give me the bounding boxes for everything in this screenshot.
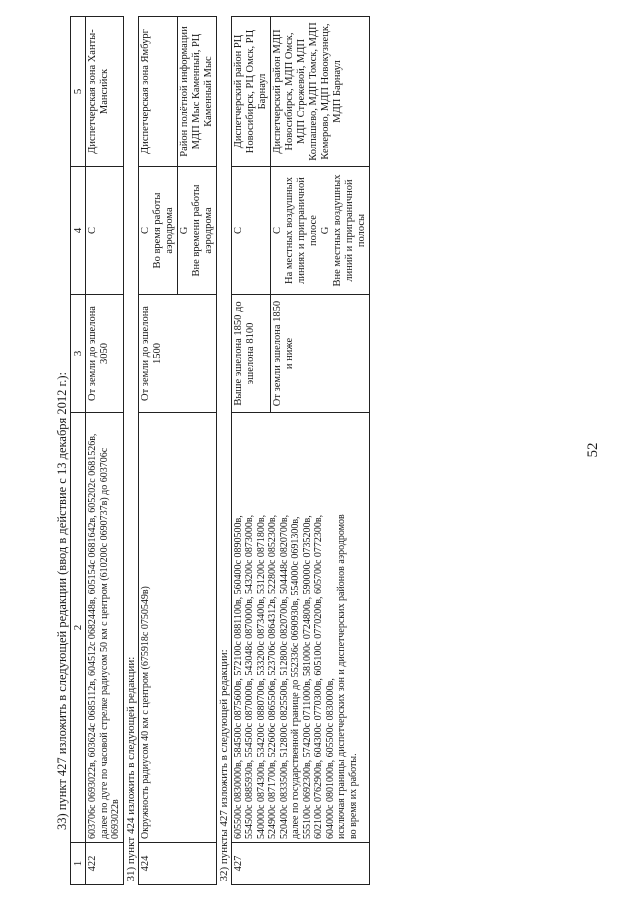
body-cell: Диспетчерский район РЦ Новосибирск, РЦ Омск, РЦ Барнаул bbox=[231, 17, 270, 167]
table-row-424 bbox=[138, 17, 177, 885]
coordinates-cell bbox=[231, 413, 369, 843]
class-note: Вне времени работы аэродрома bbox=[190, 184, 214, 277]
class-letter: G bbox=[178, 226, 190, 235]
row-number: 427 bbox=[231, 843, 369, 885]
page-number: 52 bbox=[585, 442, 601, 458]
coordinates-cell: Окружность радиусом 40 км с центром (675918с 0750549в) bbox=[138, 413, 216, 843]
class-note: Во время работы аэродрома bbox=[151, 192, 175, 269]
column-number: 2 bbox=[71, 413, 86, 843]
heights-cell: От земли эшелона 1850 и ниже bbox=[270, 295, 369, 413]
class-cell bbox=[138, 167, 177, 295]
coordinate-line: 602100с 0762900в, 604300с 0770300в, 605100с 0770200в, 605700с 0772300в, bbox=[313, 514, 324, 839]
column-number: 3 bbox=[71, 295, 86, 413]
class-cell bbox=[270, 167, 369, 295]
column-number: 5 bbox=[71, 17, 86, 167]
coordinate-line: 605500с 0830000в, 584500с 0875600в, 572100с 0881100в, 560400с 0890500в, bbox=[232, 515, 244, 839]
column-number-row bbox=[71, 17, 86, 885]
row-number: 424 bbox=[138, 843, 216, 885]
coordinate-line: 520400с 0833500в, 512800с 0825500в, 512800с 0820700в, 504448с 0820700в, bbox=[278, 514, 290, 839]
coordinate-line: исключая границы диспетчерских зон и диспетчерских районов аэродромов bbox=[336, 514, 347, 839]
heights-cell: Выше эшелона 1850 до эшелона 8100 bbox=[231, 295, 270, 413]
amendment-text-33: 33) пункт 427 изложить в следующей редакции (ввод в действие с 13 декабря 2012 г.): bbox=[55, 371, 69, 830]
coordinate-line: во время их работы. bbox=[347, 753, 359, 839]
airspace-table bbox=[70, 16, 370, 885]
class-letter: G bbox=[319, 226, 331, 235]
table-row-422 bbox=[86, 17, 124, 885]
coordinate-line: 555100с 0692300в, 574200с 0711000в, 581000с 0724800в, 590000с 0735200в, bbox=[301, 515, 313, 839]
body-cell: Диспетчерский район МДП Новосибирск, МДП Омск, МДП Стрежевой, МДП Колпашево, МДП Томск, МДП Кемерово, МДП Новокузнецк, МДП Барнаул bbox=[270, 17, 369, 167]
class-cell bbox=[177, 167, 216, 295]
body-cell: Диспетчерская зона Ямбург bbox=[138, 17, 177, 167]
class-cell: C bbox=[86, 167, 124, 295]
class-letter: C bbox=[139, 227, 151, 235]
class-note: Вне местных воздушных линий и приграничной полосы bbox=[331, 174, 367, 287]
coordinate-line: 554500с 0885930в, 554500с 0870000в, 543048с 0870000в, 543200с 0873000в, bbox=[244, 514, 255, 839]
class-note: На местных воздушных линиях и приграничной полосе bbox=[283, 177, 319, 284]
table-row-427 bbox=[231, 17, 270, 885]
coordinate-line: 604000с 0801000в, 605500с 0830000в, bbox=[324, 678, 336, 839]
row-number: 422 bbox=[86, 843, 124, 885]
heights-cell: От земли до эшелона 1500 bbox=[138, 295, 216, 413]
coordinate-line: 540000с 0874300в, 534200с 0880700в, 533200с 0873400в, 531200с 0871800в, bbox=[255, 514, 267, 839]
body-cell: Район полётной информации МДП Мыс Каменный, РЦ Каменный Мыс bbox=[177, 17, 216, 167]
amendment-text: 31) пункт 424 изложить в следующей редакции: bbox=[123, 17, 138, 885]
heights-cell: От земли до эшелона 3050 bbox=[86, 295, 124, 413]
amendment-row bbox=[216, 17, 231, 885]
coordinate-line: 524900с 0871700в, 522606с 0865506в, 523706с 0864312в, 522800с 0852300в, bbox=[267, 514, 278, 839]
column-number: 1 bbox=[71, 843, 86, 885]
column-number: 4 bbox=[71, 167, 86, 295]
class-cell: C bbox=[231, 167, 270, 295]
amendment-text: 32) пункты 427 изложить в следующей редакции: bbox=[216, 17, 231, 885]
amendment-row bbox=[123, 17, 138, 885]
coordinates-cell: 603706с 0693022в, 603624с 0685112в, 604512с 0682448в, 605154с 0681642в, 605202с 0681526в, далее по дуге по часовой стрелке радиусом 50 км с центром (610200с 0690737в) до 603706с 0693022в bbox=[86, 413, 124, 843]
body-cell: Диспетчерская зона Ханты-Мансийск bbox=[86, 17, 124, 167]
class-letter: C bbox=[271, 227, 283, 235]
coordinate-line: далее по государственной границе до 552336с 0690930в, 554000с 0691300в, bbox=[290, 516, 301, 839]
